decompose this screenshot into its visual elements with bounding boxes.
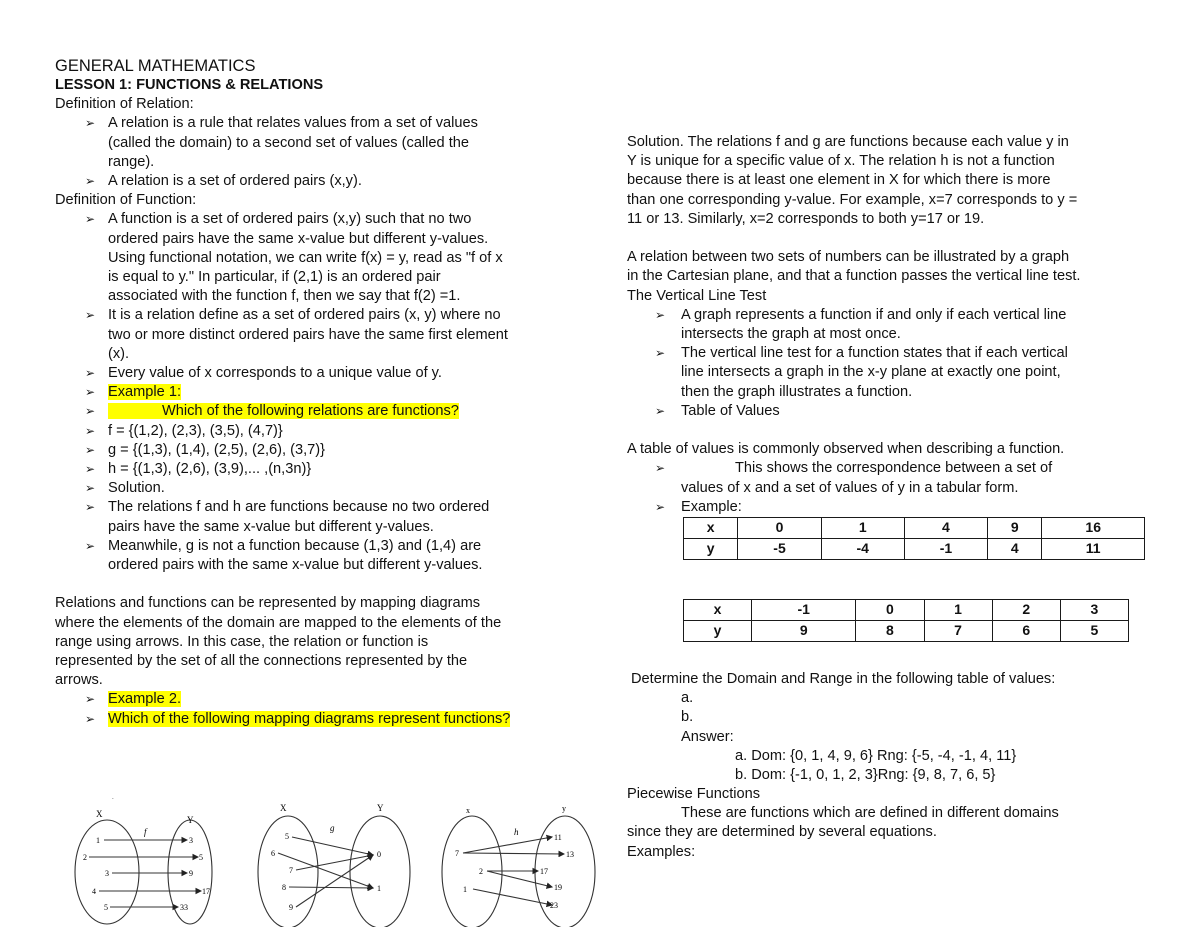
function-definition-heading: Definition of Function:: [55, 192, 197, 209]
table-1-x-cell: 4: [904, 518, 987, 539]
table-2-y-cell: 7: [924, 621, 992, 642]
item-a: a.: [681, 690, 694, 707]
function-bullet-3: ➢ Every value of x corresponds to a unique value of y.: [55, 364, 585, 383]
function-bullet-2-line: two or more distinct ordered pairs have the same first element: [108, 326, 508, 343]
solution-paragraph-line: because there is at least one element in X for which there is more: [627, 172, 1051, 189]
diagram-h-domain-1: 7: [455, 849, 459, 858]
table-1-y-cell: -1: [904, 539, 987, 560]
graph-paragraph-line: A relation between two sets of numbers can be illustrated by a graph: [627, 249, 1070, 266]
diagram-f-domain-4: 4: [92, 887, 96, 896]
example-1-question-bullet: [55, 402, 585, 421]
relation-h: ➢ h = {(1,3), (2,6), (3,9),... ,(n,3n)}: [55, 460, 585, 479]
table-2-y-cell: 9: [752, 621, 856, 642]
diagram-f-domain-2: 2: [83, 853, 87, 862]
table-1-y-row: [684, 539, 1145, 560]
function-bullet-2-line: (x).: [108, 345, 130, 362]
solution-bullet-1: ➢ The relations f and h are functions because no two ordered: [55, 498, 585, 517]
vlt-bullet-2: ➢ The vertical line test for a function states that if each vertical: [627, 344, 1157, 363]
table-2-x-cell: 2: [992, 600, 1060, 621]
relation-definition-heading: Definition of Relation:: [55, 96, 194, 113]
vlt-bullet-2-line: line intersects a graph in the x-y plane at exactly one point,: [681, 364, 1061, 381]
diagram-f-name: f: [144, 827, 147, 837]
table-2-y-cell: 5: [1060, 621, 1128, 642]
diagram-h: [442, 816, 595, 927]
table-1-x-row: [684, 518, 1145, 539]
diagram-h-domain-3: 1: [463, 885, 467, 894]
course-title: GENERAL MATHEMATICS: [55, 57, 256, 75]
example-2-question: Which of the following mapping diagrams represent functions?: [108, 710, 511, 727]
examples-label: Examples:: [627, 843, 696, 860]
diagram-f-range-1: 3: [189, 836, 193, 845]
diagram-g-domain-4: 8: [282, 883, 286, 892]
piecewise-paragraph-line: These are functions which are defined in different domains: [681, 805, 1059, 822]
function-bullet-2: ➢ It is a relation define as a set of ordered pairs (x, y) where no: [55, 306, 585, 325]
vlt-bullet-1-line: intersects the graph at most once.: [681, 326, 901, 343]
diagram-g-y-label: Y: [377, 803, 384, 813]
mapping-diagrams: [60, 790, 600, 927]
diagram-g-domain-3: 7: [289, 866, 293, 875]
tov-bullet-1-line: values of x and a set of values of y in a tabular form.: [681, 479, 1019, 496]
diagram-f-domain-1: 1: [96, 836, 100, 845]
lesson-title: LESSON 1: FUNCTIONS & RELATIONS: [55, 77, 324, 93]
relation-bullet-1: ➢ A relation is a rule that relates values from a set of values: [55, 114, 585, 133]
diagram-h-range-3: 17: [540, 867, 548, 876]
diagram-h-y-label: y: [562, 804, 566, 813]
diagram-h-range-4: 19: [554, 883, 562, 892]
diagram-h-name: h: [514, 827, 519, 837]
table-1-x-cell: 16: [1042, 518, 1145, 539]
mapping-paragraph-line: represented by the set of all the connections represented by the: [55, 653, 468, 670]
diagram-g-name: g: [330, 823, 335, 833]
table-2-x-cell: 1: [924, 600, 992, 621]
table-2-y-row: [684, 621, 1129, 642]
solution-paragraph-line: than one corresponding y-value. For example, x=7 corresponds to y =: [627, 191, 1078, 208]
table-2-x-cell: 0: [856, 600, 924, 621]
solution-bullet-2: ➢ Meanwhile, g is not a function because (1,3) and (1,4) are: [55, 537, 585, 556]
vlt-bullet-2-line: then the graph illustrates a function.: [681, 383, 913, 400]
right-column-lower: [631, 670, 1171, 785]
mapping-paragraph-line: Relations and functions can be represented by mapping diagrams: [55, 595, 481, 612]
determine-instruction: Determine the Domain and Range in the following table of values:: [631, 671, 1056, 687]
table-2-x-cell: -1: [752, 600, 856, 621]
table-of-values-2: [683, 599, 1129, 642]
vlt-bullet-3: ➢ Table of Values: [627, 402, 1157, 421]
diagram-h-x-label: x: [466, 806, 470, 815]
tov-bullet-2: ➢ Example:: [627, 498, 1157, 517]
diagram-f-y-label: Y: [187, 815, 194, 825]
vertical-line-test-heading: The Vertical Line Test: [627, 287, 767, 304]
diagram-f-domain-3: 3: [105, 869, 109, 878]
table-1-y-cell: 11: [1042, 539, 1145, 560]
table-1-y-cell: -5: [738, 539, 821, 560]
diagram-g-range-2: 1: [377, 884, 381, 893]
right-column: [627, 0, 1157, 517]
answer-a: a. Dom: {0, 1, 4, 9, 6} Rng: {-5, -4, -1, 4, 11}: [735, 747, 1017, 764]
diagram-g-domain-5: 9: [289, 903, 293, 912]
function-bullet-1-line: is equal to y." In particular, if (2,1) is an ordered pair: [108, 269, 441, 286]
table-of-values-paragraph: A table of values is commonly observed when describing a function.: [627, 441, 1065, 458]
diagram-f-range-2: 5: [199, 853, 203, 862]
relation-bullet-1-line: range).: [108, 153, 155, 170]
table-2-y-cell: 6: [992, 621, 1060, 642]
solution-paragraph-line: 11 or 13. Similarly, x=2 corresponds to both y=17 or 19.: [627, 210, 985, 227]
vlt-bullet-1: ➢ A graph represents a function if and only if each vertical line: [627, 306, 1157, 325]
dot-mark: .: [112, 793, 114, 801]
example-2-label: Example 2.: [108, 691, 182, 708]
mapping-paragraph-line: where the elements of the domain are mapped to the elements of the: [55, 614, 502, 631]
left-column: [55, 0, 585, 729]
diagram-f-x-label: X: [96, 809, 103, 819]
function-bullet-1-line: Using functional notation, we can write f(x) = y, read as "f of x: [108, 249, 503, 266]
tov-bullet-1: [627, 459, 1157, 478]
table-2-x-cell: 3: [1060, 600, 1128, 621]
table-1-x-cell: 1: [821, 518, 904, 539]
example-2-question-bullet: [55, 710, 585, 729]
answer-label: Answer:: [681, 728, 734, 745]
relation-f: ➢ f = {(1,2), (2,3), (3,5), (4,7)}: [55, 422, 585, 441]
solution-paragraph-line: Solution. The relations f and g are functions because each value y in: [627, 134, 1069, 150]
table-2-y-cell: 8: [856, 621, 924, 642]
diagram-f-range-3: 9: [189, 869, 193, 878]
diagram-g-domain-1: 5: [285, 832, 289, 841]
table-2-x-label: x: [684, 600, 752, 621]
table-2-x-row: [684, 600, 1129, 621]
table-1-x-label: x: [684, 518, 738, 539]
mapping-paragraph-line: range using arrows. In this case, the relation or function is: [55, 633, 429, 650]
diagram-g-domain-2: 6: [271, 849, 275, 858]
relation-bullet-1-line: (called the domain) to a second set of values (called the: [108, 134, 469, 151]
example-1-label: Example 1:: [108, 384, 182, 401]
solution-bullet-2-line: ordered pairs with the same x-value but different y-values.: [108, 557, 483, 574]
item-b: b.: [681, 709, 694, 726]
piecewise-section: [627, 785, 1167, 862]
diagram-h-range-5: 23: [550, 901, 558, 910]
example-1-question: Which of the following relations are functions?: [108, 403, 459, 419]
table-of-values-1: [683, 517, 1145, 560]
piecewise-heading: Piecewise Functions: [627, 786, 761, 802]
relation-bullet-2: ➢ A relation is a set of ordered pairs (x,y).: [55, 172, 585, 191]
function-bullet-1-line: ordered pairs have the same x-value but different y-values.: [108, 230, 489, 247]
example-2-bullet: [55, 690, 585, 709]
diagram-h-domain-2: 2: [479, 867, 483, 876]
table-1-y-cell: 4: [988, 539, 1042, 560]
diagram-h-range-2: 13: [566, 850, 574, 859]
example-1-bullet: [55, 383, 585, 402]
diagram-f-range-4: 17: [202, 887, 210, 896]
graph-paragraph-line: in the Cartesian plane, and that a function passes the vertical line test.: [627, 268, 1081, 285]
table-1-y-label: y: [684, 539, 738, 560]
diagram-g-x-label: X: [280, 803, 287, 813]
solution-bullet-1-line: pairs have the same x-value but different y-values.: [108, 518, 434, 535]
diagram-h-range-1: 11: [554, 833, 562, 842]
tov-bullet-1-text: This shows the correspondence between a set of: [735, 460, 1053, 477]
function-bullet-1: ➢ A function is a set of ordered pairs (x,y) such that no two: [55, 210, 585, 229]
diagram-f-domain-5: 5: [104, 903, 108, 912]
piecewise-paragraph-line: since they are determined by several equations.: [627, 824, 937, 841]
relation-g: ➢ g = {(1,3), (1,4), (2,5), (2,6), (3,7)}: [55, 441, 585, 460]
table-1-x-cell: 9: [988, 518, 1042, 539]
solution-label: ➢ Solution.: [55, 479, 585, 498]
table-1-y-cell: -4: [821, 539, 904, 560]
table-2-y-label: y: [684, 621, 752, 642]
answer-b: b. Dom: {-1, 0, 1, 2, 3}Rng: {9, 8, 7, 6, 5}: [735, 767, 996, 784]
diagram-g-range-1: 0: [377, 850, 381, 859]
mapping-paragraph-line: arrows.: [55, 672, 103, 689]
function-bullet-1-line: associated with the function f, then we say that f(2) =1.: [108, 288, 461, 305]
solution-paragraph-line: Y is unique for a specific value of x. The relation h is not a function: [627, 153, 1055, 170]
table-1-x-cell: 0: [738, 518, 821, 539]
diagram-f-range-5: 33: [180, 903, 188, 912]
